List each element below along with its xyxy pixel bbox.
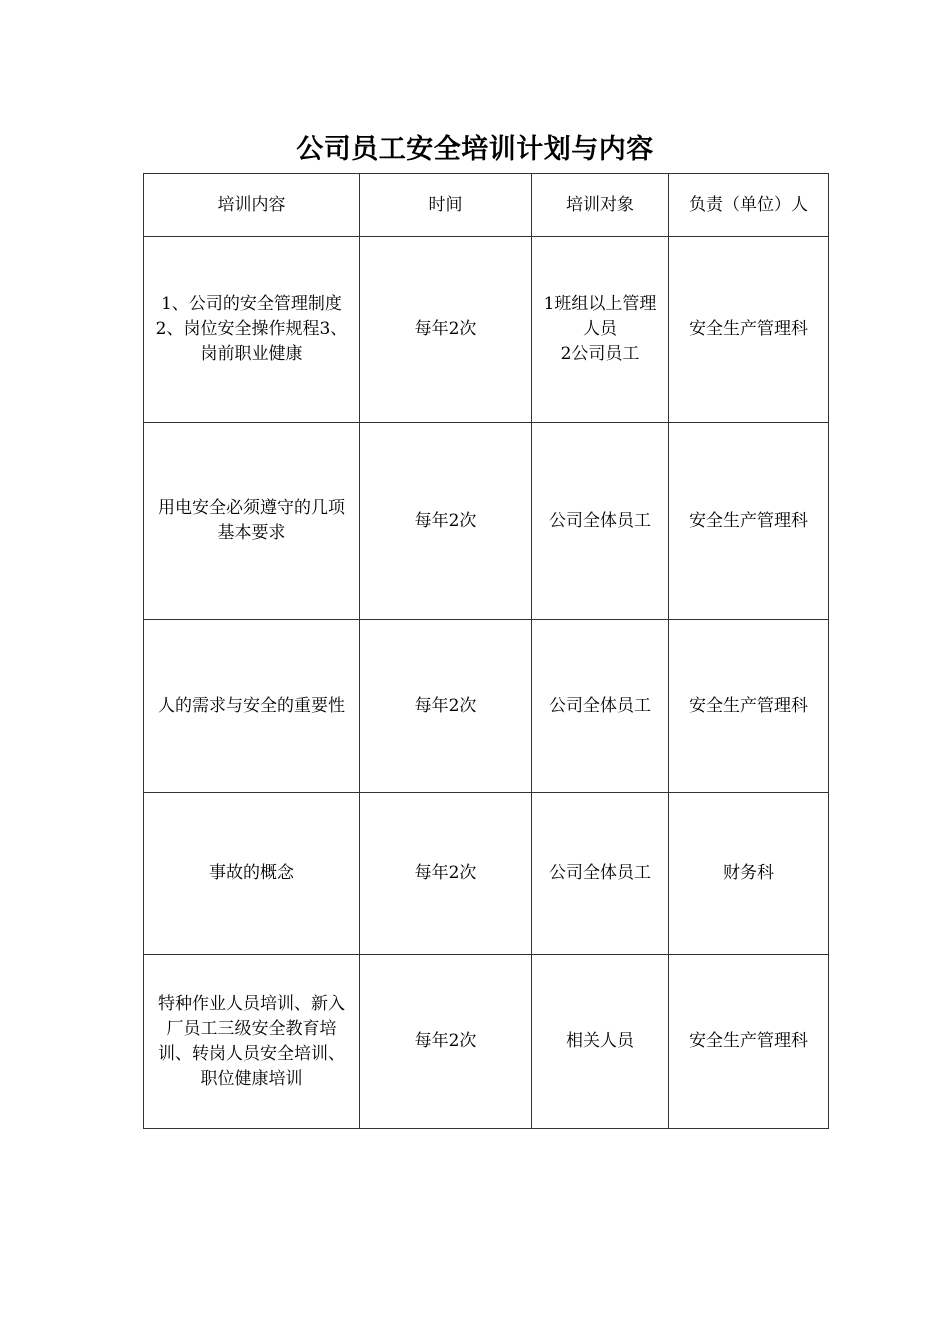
- cell-responsible-text: 财务科: [723, 863, 774, 883]
- cell-target-text: 1班组以上管理人员 2公司员工: [543, 294, 657, 364]
- table-row: [144, 793, 829, 955]
- cell-content-text: 1、公司的安全管理制度2、岗位安全操作规程3、岗前职业健康: [155, 294, 348, 364]
- cell-target-text: 相关人员: [566, 1031, 634, 1051]
- header-responsible: 负责（单位）人: [669, 174, 829, 237]
- header-time: 时间: [360, 174, 532, 237]
- cell-responsible: [669, 237, 829, 423]
- cell-target: [532, 237, 669, 423]
- header-training-content: 培训内容: [144, 174, 360, 237]
- table-header-row: [144, 174, 829, 237]
- cell-content: [144, 237, 360, 423]
- cell-time-text: 每年2次: [414, 695, 477, 716]
- cell-time-text: 每年2次: [414, 1031, 477, 1051]
- cell-target-text: 公司全体员工: [549, 510, 651, 531]
- cell-time: [360, 793, 532, 955]
- cell-time: [360, 620, 532, 793]
- cell-content-text: 特种作业人员培训、新入厂员工三级安全教育培训、转岗人员安全培训、职位健康培训: [158, 993, 345, 1089]
- cell-responsible: [669, 955, 829, 1129]
- cell-target: [532, 955, 669, 1129]
- cell-time-text: 每年2次: [414, 863, 477, 883]
- cell-time: [360, 423, 532, 620]
- header-training-target: 培训对象: [532, 174, 669, 237]
- cell-responsible: [669, 423, 829, 620]
- cell-target-text: 公司全体员工: [549, 863, 651, 883]
- table-row: [144, 423, 829, 620]
- cell-time: [360, 955, 532, 1129]
- cell-responsible: [669, 620, 829, 793]
- cell-content-text: 事故的概念: [209, 863, 294, 883]
- cell-content: [144, 793, 360, 955]
- cell-content-text: 人的需求与安全的重要性: [158, 695, 345, 716]
- cell-responsible: [669, 793, 829, 955]
- cell-content: [144, 620, 360, 793]
- cell-responsible-text: 安全生产管理科: [689, 695, 808, 716]
- cell-target: [532, 423, 669, 620]
- cell-responsible-text: 安全生产管理科: [689, 510, 808, 531]
- cell-target-text: 公司全体员工: [549, 695, 651, 716]
- training-plan-table: [143, 173, 829, 1129]
- cell-target: [532, 793, 669, 955]
- table-row: [144, 620, 829, 793]
- table-row: [144, 955, 829, 1129]
- cell-content: [144, 955, 360, 1129]
- table-row: [144, 237, 829, 423]
- cell-time: [360, 237, 532, 423]
- document-title: 公司员工安全培训计划与内容: [296, 134, 654, 165]
- cell-time-text: 每年2次: [414, 319, 477, 339]
- cell-time-text: 每年2次: [414, 510, 477, 531]
- cell-content-text: 用电安全必须遵守的几项基本要求: [158, 498, 345, 543]
- cell-responsible-text: 安全生产管理科: [689, 1031, 808, 1051]
- cell-responsible-text: 安全生产管理科: [689, 319, 808, 339]
- cell-target: [532, 620, 669, 793]
- cell-content: [144, 423, 360, 620]
